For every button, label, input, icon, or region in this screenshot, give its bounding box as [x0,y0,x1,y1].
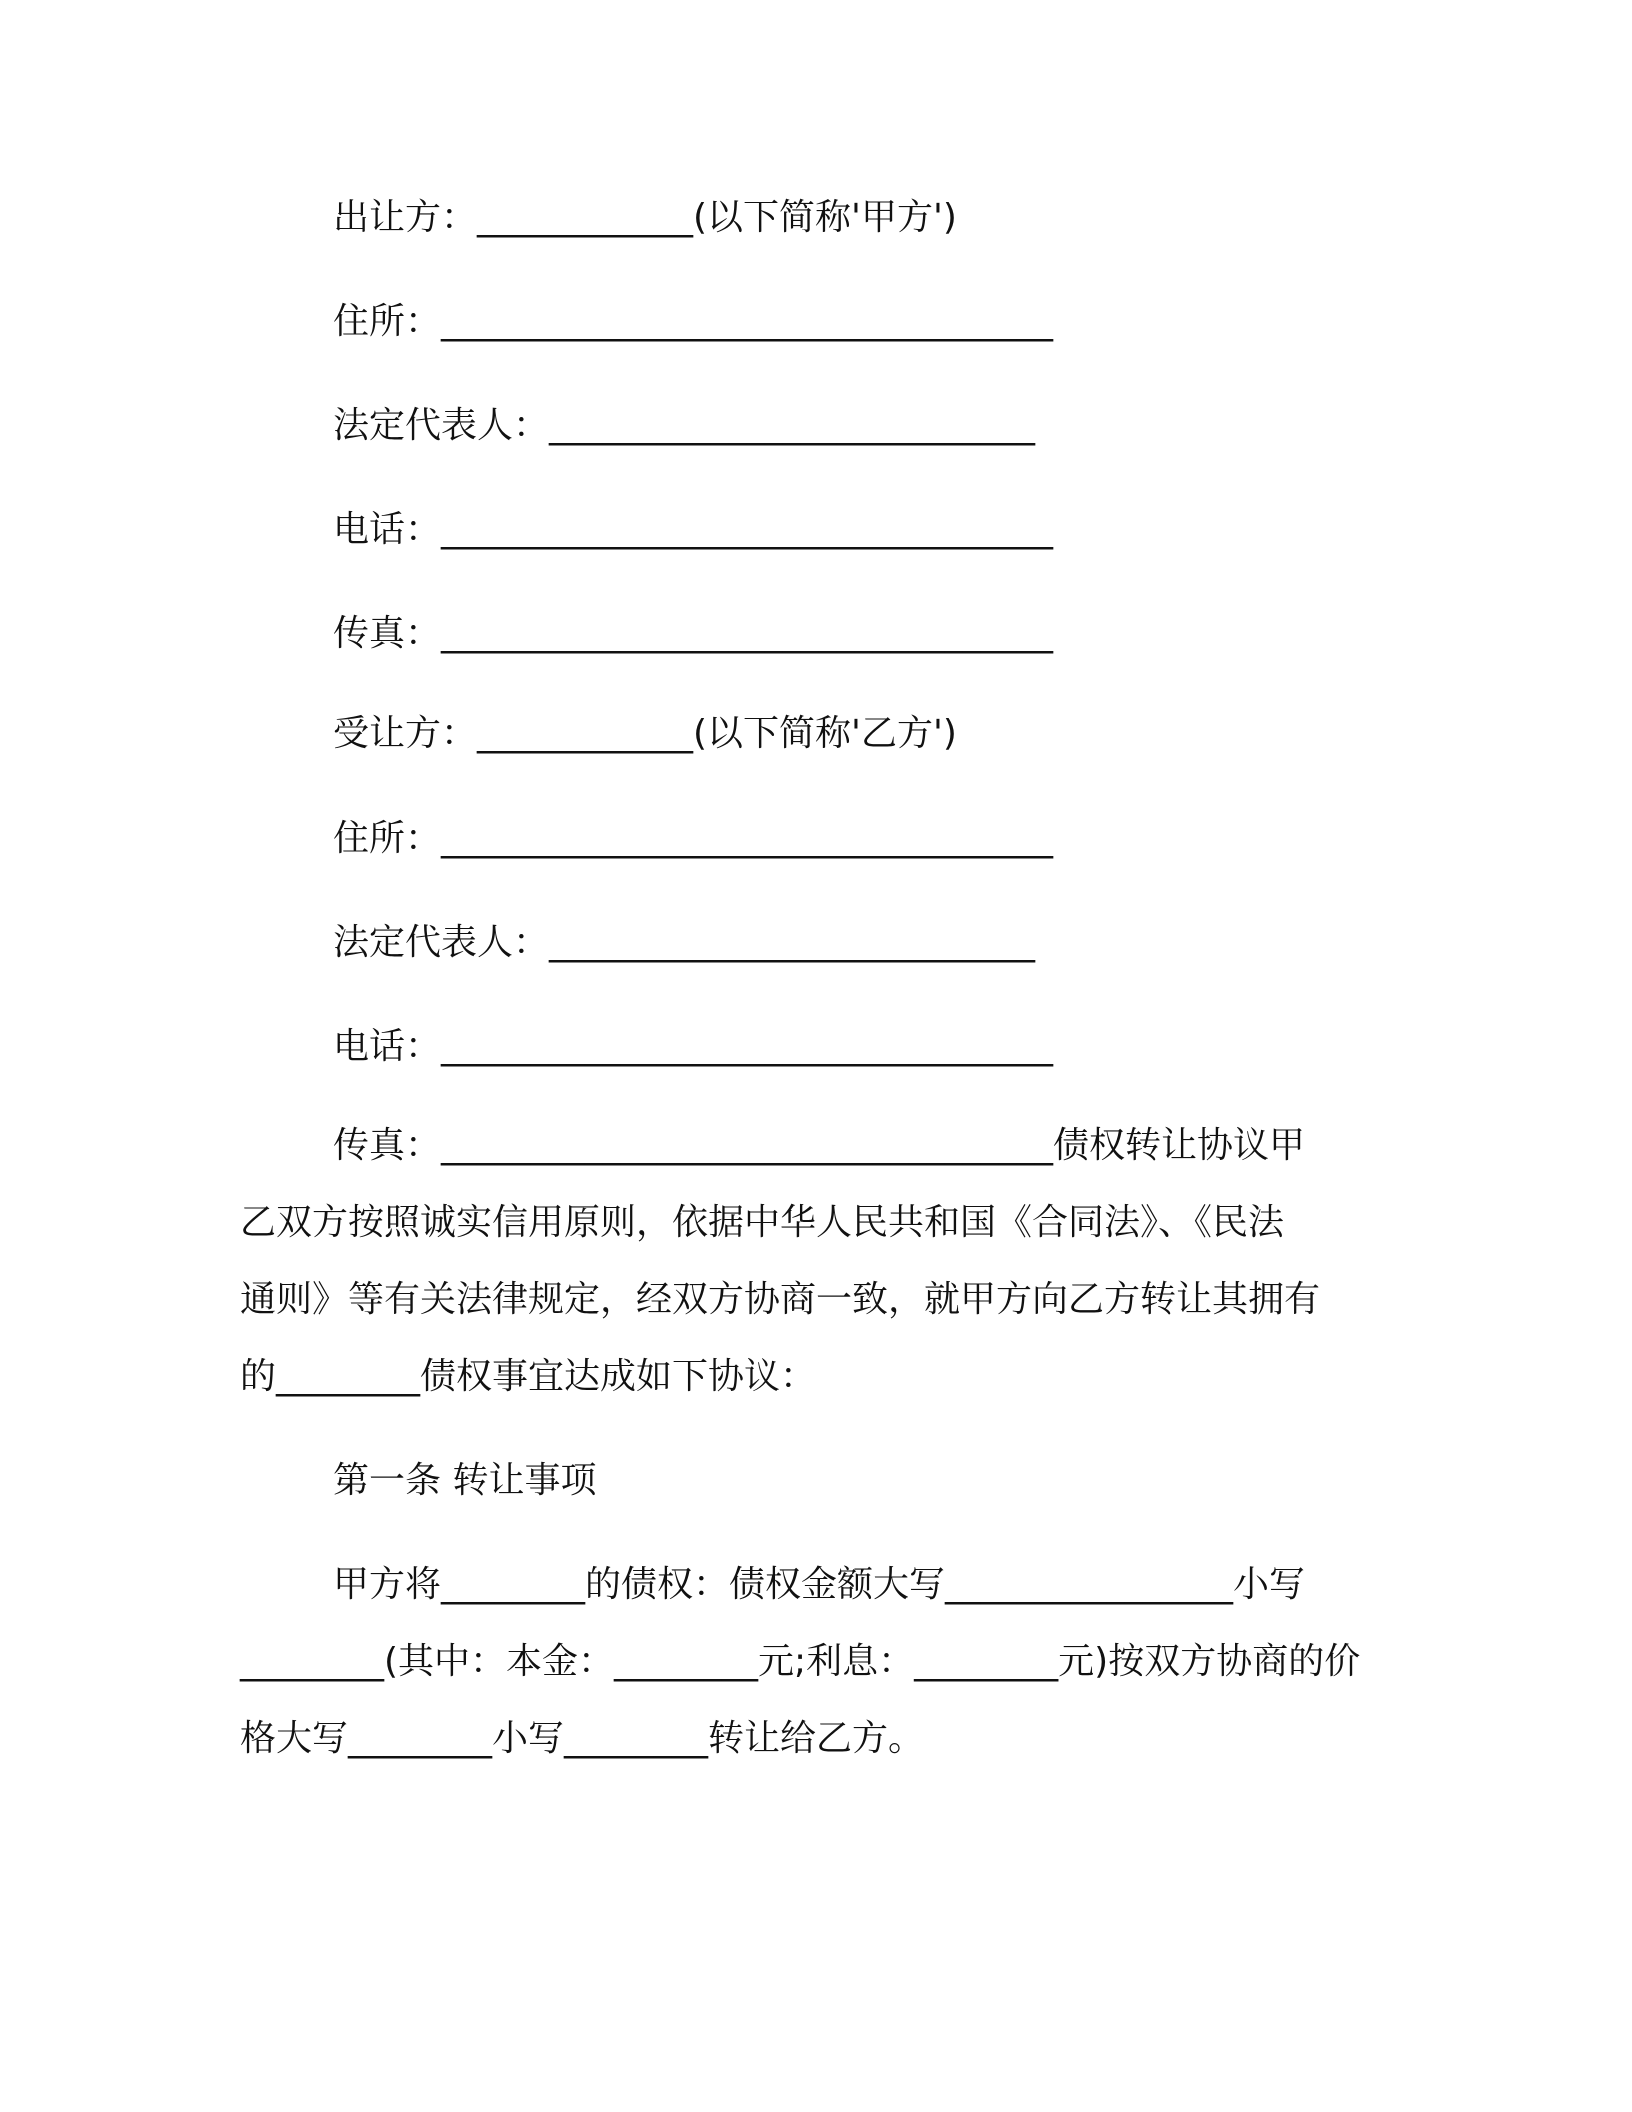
party-b-phone-line: 电话：__________________________________ [333,1026,1054,1067]
party-a-phone-line: 电话：__________________________________ [333,509,1054,550]
intro-line-1: 传真：__________________________________债权转让协议甲 [333,1125,1306,1166]
article-1-heading: 第一条 转让事项 [333,1460,597,1501]
party-b-address-line: 住所：__________________________________ [333,818,1054,859]
article-1-line-1: 甲方将________的债权：债权金额大写________________小写 [333,1564,1306,1605]
party-a-legal-rep-line: 法定代表人：___________________________ [333,405,1036,446]
party-a-address-line: 住所：__________________________________ [333,301,1054,342]
intro-line-4: 的________债权事宜达成如下协议： [240,1356,817,1397]
intro-line-2: 乙双方按照诚实信用原则，依据中华人民共和国《合同法》、《民法 [240,1202,1285,1243]
article-1-line-2: ________(其中：本金：________元;利息：________元)按双方协商的价 [240,1641,1361,1682]
transferee-line: 受让方：____________(以下简称'乙方') [333,713,957,754]
party-b-legal-rep-line: 法定代表人：___________________________ [333,922,1036,963]
article-1-line-3: 格大写________小写________转让给乙方。 [240,1718,925,1759]
intro-line-3: 通则》等有关法律规定，经双方协商一致，就甲方向乙方转让其拥有 [240,1279,1321,1320]
transferor-line: 出让方：____________(以下简称'甲方') [333,197,957,238]
party-a-fax-line: 传真：__________________________________ [333,613,1054,654]
